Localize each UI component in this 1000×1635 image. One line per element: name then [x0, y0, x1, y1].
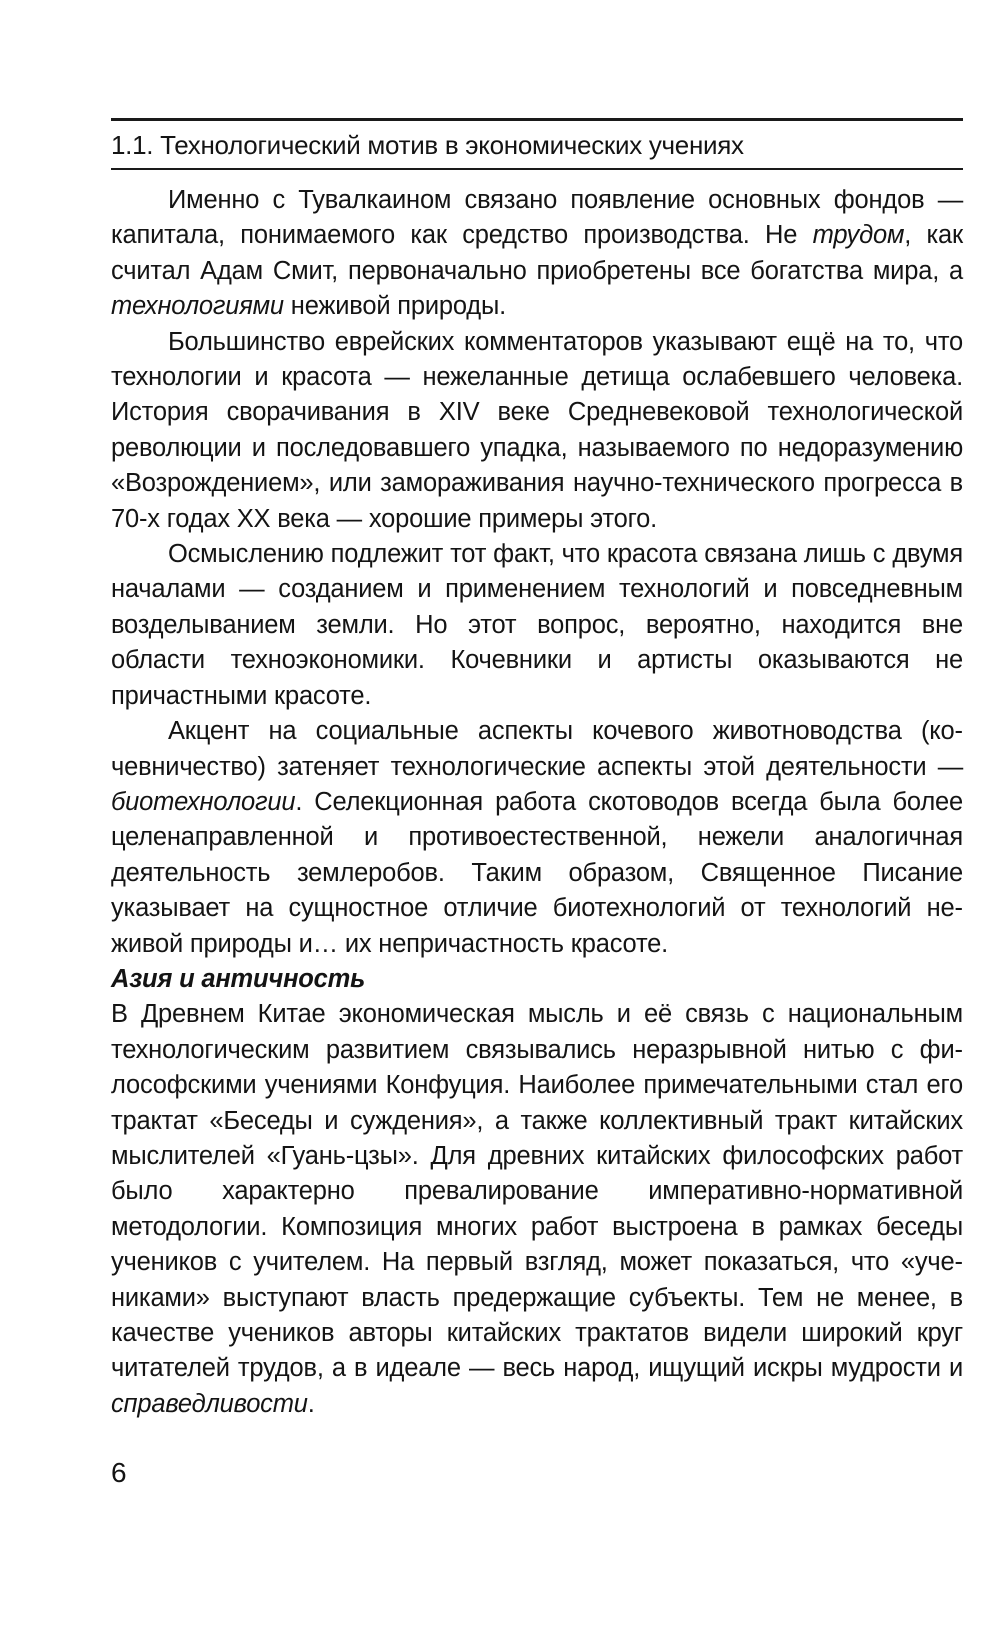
- text-run: , как считал Адам Смит, первоначально приобретены все богатства мира, а: [111, 221, 963, 285]
- section-heading: Азия и античность: [111, 964, 366, 993]
- text-run: .: [307, 1389, 315, 1418]
- text-run: Именно с Тувалкаином связано появление основных фондов — капитала, понимаемого как средство производства. Не: [111, 186, 963, 250]
- italic-text-run: справедливости: [111, 1389, 308, 1418]
- text-run: . Селекционная работа скотоводов всегда была более целенаправленной и противоестественной, нежели аналогичная деятельность землеробов. Таким образом, Священное Писание указывает на сущностное отличие биотехнологий от технологий неживой природы и… их непричастность красоте.: [111, 787, 963, 958]
- italic-text-run: биотехнологии: [111, 787, 296, 816]
- text-run: В Древнем Китае экономическая мысль и её связь с национальным технологическим развитием связывались неразрывной нитью с философскими учениями Конфуция. Наиболее примечательными стал его трактат «Беседы и суждения», а также коллективный тракт китайских мыслителей «Гуань-цзы». Для древних китайских философских работ было характерно превалирование императивно-нормативной методологии. Композиция многих работ выстроена в рамках беседы учеников с учителем. На первый взгляд, может показаться, что «учениками» выступают власть предержащие субъекты. Тем не менее, в качестве учеников авторы китайских трактатов видели широкий круг читателей трудов, а в идеале — весь народ, ищущий искры мудрости и: [111, 1000, 963, 1383]
- italic-text-run: технологиями: [111, 292, 284, 321]
- running-head-top-rule: [111, 118, 963, 121]
- text-run: Большинство еврейских комментаторов указывают ещё на то, что технологии и красота — нежеланные детища ослабевшего человека. История сворачивания в XIV веке Средневековой технологической революции и последовавшего упадка, называемого по недоразумению «Возрождением», или замораживания научно-технического прогресса в 70-х годах XX века — хорошие примеры этого.: [111, 327, 963, 533]
- paragraph-1: [111, 183, 963, 325]
- main-text: [111, 183, 963, 1422]
- running-head: [111, 118, 963, 174]
- paragraph-4: [111, 714, 963, 962]
- paragraph-3: [111, 537, 963, 714]
- running-head-title: 1.1. Технологический мотив в экономических учениях: [111, 130, 744, 160]
- text-run: Осмыслению подлежит тот факт, что красота связана лишь с двумя началами — созданием и применением технологий и повседневным возделыванием земли. Но этот вопрос, вероятно, находится вне области техноэкономики. Кочевники и артисты оказываются не причастными красоте.: [111, 540, 963, 710]
- section-paragraph: [111, 997, 963, 1422]
- page-number: 6: [111, 1457, 127, 1488]
- text-run: неживой природы.: [283, 292, 506, 321]
- running-head-bottom-rule: [111, 168, 963, 170]
- paragraph-2: [111, 325, 963, 537]
- text-run: Акцент на социальные аспекты кочевого животноводства (кочевничество) затеняет технологические аспекты этой деятельности —: [111, 717, 963, 781]
- italic-text-run: трудом: [812, 221, 905, 250]
